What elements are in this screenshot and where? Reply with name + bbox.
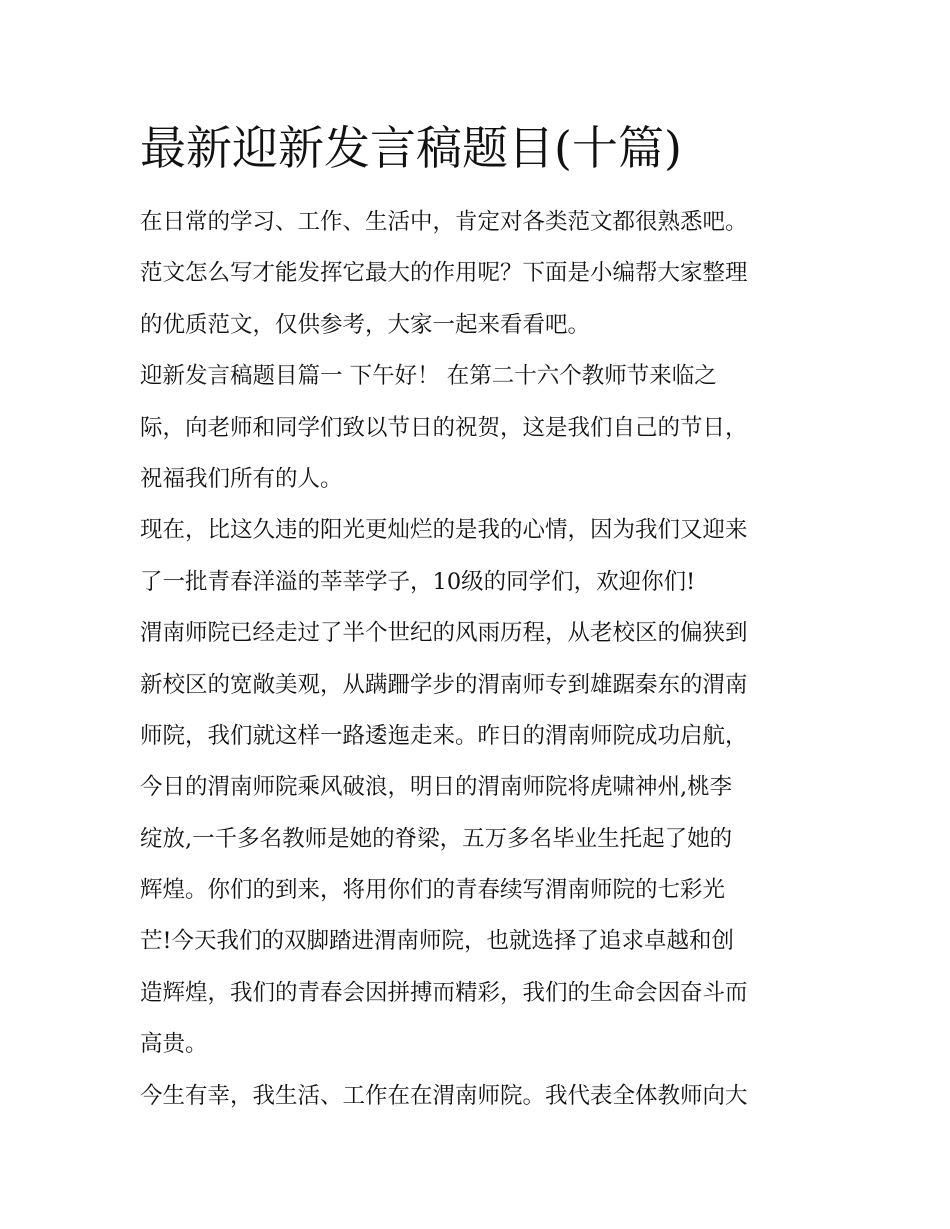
body-line: 今日的渭南师院乘风破浪，明日的渭南师院将虎啸神州,桃李 (140, 774, 733, 801)
body-line: 师院，我们就这样一路逶迤走来。昨日的渭南师院成功启航， (140, 722, 748, 749)
body-line: 际，向老师和同学们致以节日的祝贺，这是我们自己的节日， (140, 414, 748, 441)
body-line: 今生有幸，我生活、工作在在渭南师院。我代表全体教师向大 (140, 1082, 748, 1109)
body-line: 造辉煌，我们的青春会因拼搏而精彩，我们的生命会因奋斗而 (140, 979, 748, 1006)
body-line: 范文怎么写才能发挥它最大的作用呢？下面是小编帮大家整理 (140, 260, 748, 287)
body-line: 的优质范文，仅供参考，大家一起来看看吧。 (140, 311, 591, 338)
body-line: 绽放,一千多名教师是她的脊梁，五万多名毕业生托起了她的 (140, 825, 733, 852)
body-line: 辉煌。你们的到来，将用你们的青春续写渭南师院的七彩光 (140, 877, 726, 904)
body-line: 在日常的学习、工作、生活中，肯定对各类范文都很熟悉吧。 (140, 209, 748, 235)
body-line: 渭南师院已经走过了半个世纪的风雨历程，从老校区的偏狭到 (140, 620, 748, 647)
body-line: 新校区的宽敞美观，从蹒跚学步的渭南师专到雄踞秦东的渭南 (140, 671, 748, 698)
body-line: 高贵。 (140, 1031, 208, 1058)
body-line: 祝福我们所有的人。 (140, 465, 343, 492)
body-line: 了一批青春洋溢的莘莘学子，10级的同学们，欢迎你们! (140, 568, 696, 595)
document-title: 最新迎新发言稿题目(十篇) (140, 121, 682, 175)
body-line: 现在，比这久违的阳光更灿烂的是我的心情，因为我们又迎来 (140, 517, 748, 544)
document-body (140, 203, 830, 1128)
body-line: 迎新发言稿题目篇一 下午好！ 在第二十六个教师节来临之 (140, 363, 717, 390)
body-line: 芒!今天我们的双脚踏进渭南师院，也就选择了追求卓越和创 (140, 928, 735, 955)
